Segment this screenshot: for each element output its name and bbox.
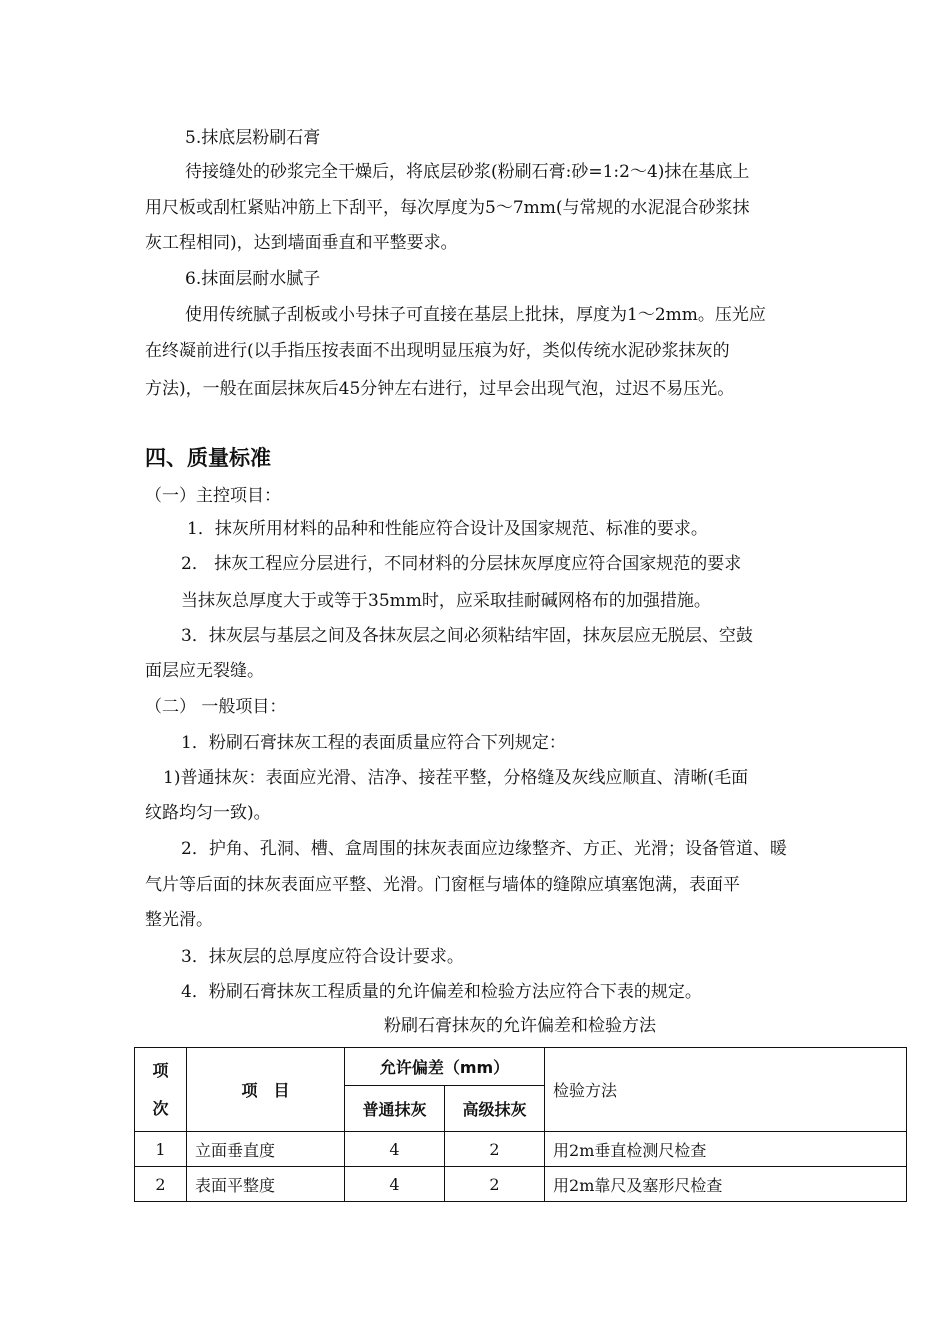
row-seq: 1 [135, 1132, 187, 1167]
general-item-1-sub: 1)普通抹灰：表面应光滑、洁净、接茬平整，分格缝及灰线应顺直、清晰(毛面 [163, 768, 749, 788]
row-advanced: 2 [445, 1132, 545, 1167]
section5-line-2: 用尺板或刮杠紧贴冲筋上下刮平，每次厚度为5～7mm(与常规的水泥混合砂浆抹 [145, 198, 750, 218]
quality-section-title: 四、质量标准 [145, 446, 271, 470]
header-tolerance: 允许偏差（mm） [345, 1048, 545, 1086]
general-item-3: 3．抹灰层的总厚度应符合设计要求。 [181, 947, 464, 967]
section6-line-1: 使用传统腻子刮板或小号抹子可直接在基层上批抹，厚度为1～2mm。压光应 [185, 305, 766, 325]
row-advanced: 2 [445, 1167, 545, 1202]
general-item-2-cont-1: 气片等后面的抹灰表面应平整、光滑。门窗框与墙体的缝隙应填塞饱满，表面平 [145, 875, 740, 895]
header-seq-bottom: 次 [152, 1098, 169, 1118]
header-seq-top: 项 [152, 1060, 169, 1080]
table-row [135, 1132, 907, 1167]
section5-line-1: 待接缝处的砂浆完全干燥后，将底层砂浆(粉刷石膏:砂=1:2～4)抹在基底上 [185, 162, 750, 182]
row-seq: 2 [135, 1167, 187, 1202]
header-method: 检验方法 [545, 1048, 907, 1132]
row-normal: 4 [345, 1167, 445, 1202]
general-item-2-cont-2: 整光滑。 [145, 910, 213, 930]
section5-heading: 5.抹底层粉刷石膏 [185, 128, 321, 148]
general-item-1: 1．粉刷石膏抹灰工程的表面质量应符合下列规定： [181, 733, 566, 753]
row-method: 用2m垂直检测尺检查 [545, 1132, 907, 1167]
row-item: 表面平整度 [187, 1167, 345, 1202]
table-header-row-1 [135, 1048, 907, 1086]
main-item-2: 2． 抹灰工程应分层进行，不同材料的分层抹灰厚度应符合国家规范的要求 [181, 554, 742, 574]
header-seq [135, 1048, 187, 1132]
section6-line-2: 在终凝前进行(以手指压按表面不出现明显压痕为好，类似传统水泥砂浆抹灰的 [145, 341, 730, 361]
section6-heading: 6.抹面层耐水腻子 [185, 269, 321, 289]
general-heading: （二） 一般项目： [145, 697, 287, 717]
header-advanced: 高级抹灰 [445, 1086, 545, 1132]
section5-line-3: 灰工程相同)，达到墙面垂直和平整要求。 [145, 233, 458, 253]
row-method: 用2m靠尺及塞形尺检查 [545, 1167, 907, 1202]
general-item-1-sub-cont: 纹路均匀一致)。 [145, 803, 271, 823]
row-item: 立面垂直度 [187, 1132, 345, 1167]
main-control-heading: （一）主控项目： [145, 486, 281, 506]
table-row [135, 1167, 907, 1202]
general-item-4: 4．粉刷石膏抹灰工程质量的允许偏差和检验方法应符合下表的规定。 [181, 982, 702, 1002]
section6-line-3: 方法)，一般在面层抹灰后45分钟左右进行，过早会出现气泡，过迟不易压光。 [145, 379, 735, 399]
main-item-2-cont: 当抹灰总厚度大于或等于35mm时，应采取挂耐碱网格布的加强措施。 [181, 591, 711, 611]
header-normal: 普通抹灰 [345, 1086, 445, 1132]
main-item-3: 3．抹灰层与基层之间及各抹灰层之间必须粘结牢固，抹灰层应无脱层、空鼓 [181, 626, 753, 646]
table-caption: 粉刷石膏抹灰的允许偏差和检验方法 [384, 1016, 656, 1036]
general-item-2: 2．护角、孔洞、槽、盒周围的抹灰表面应边缘整齐、方正、光滑；设备管道、暖 [181, 839, 787, 859]
main-item-3-cont: 面层应无裂缝。 [145, 661, 264, 681]
header-item: 项 目 [187, 1048, 345, 1132]
tolerance-table [134, 1047, 907, 1202]
main-item-1: 1．抹灰所用材料的品种和性能应符合设计及国家规范、标准的要求。 [187, 519, 708, 539]
row-normal: 4 [345, 1132, 445, 1167]
